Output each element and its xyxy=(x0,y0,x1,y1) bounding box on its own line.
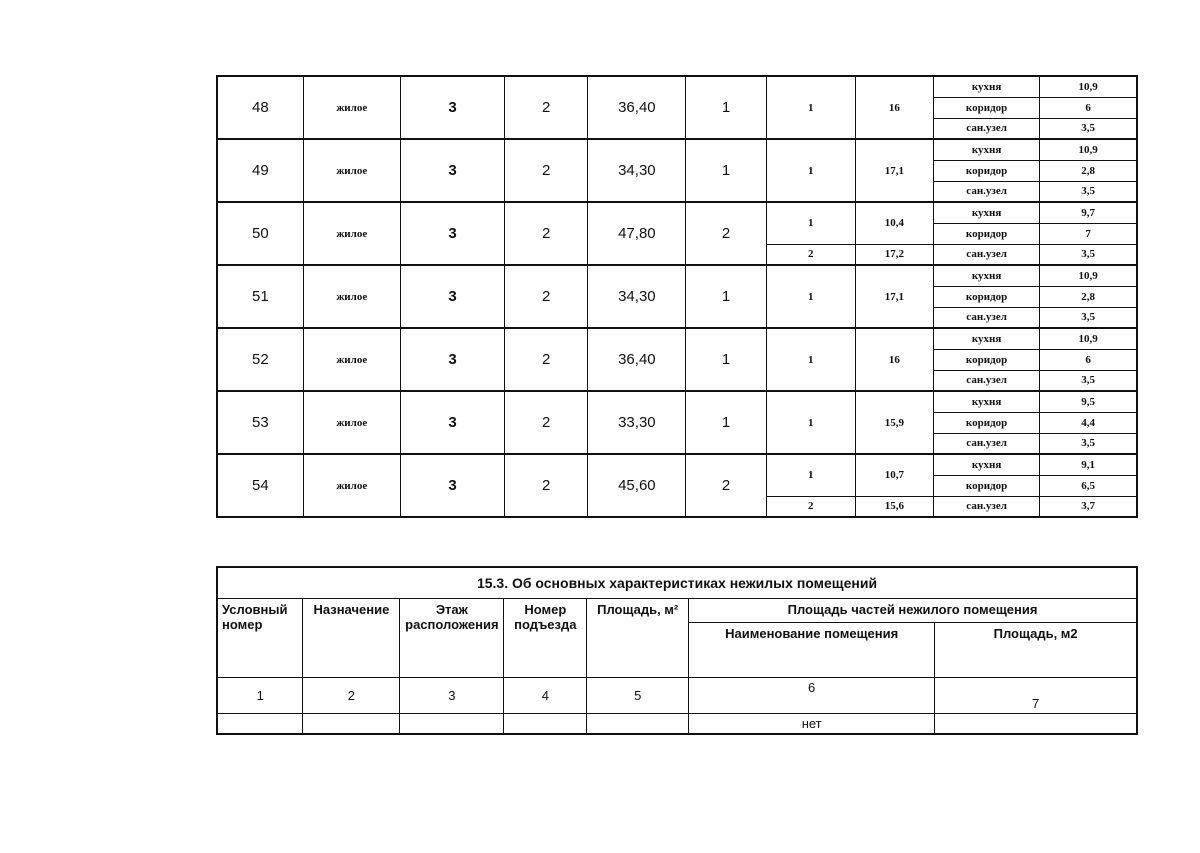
column-number: 5 xyxy=(587,678,689,714)
apartment-rooms: 1 xyxy=(686,391,766,454)
table-row xyxy=(217,139,1137,160)
aux-room-area: 3,5 xyxy=(1040,181,1137,202)
aux-room-area: 6 xyxy=(1040,97,1137,118)
empty-cell xyxy=(587,714,689,735)
aux-room-name: коридор xyxy=(933,223,1039,244)
living-room-area: 16 xyxy=(855,328,933,391)
apartment-area: 36,40 xyxy=(588,76,686,139)
aux-room-area: 3,5 xyxy=(1040,118,1137,139)
living-room-number: 1 xyxy=(766,202,855,244)
header-part-name: Наименование помещения xyxy=(689,623,935,678)
living-room-number: 1 xyxy=(766,76,855,139)
living-room-area: 10,4 xyxy=(855,202,933,244)
table-row xyxy=(217,391,1137,412)
aux-room-area: 2,8 xyxy=(1040,160,1137,181)
apartment-rooms: 1 xyxy=(686,265,766,328)
apartment-rooms: 1 xyxy=(686,139,766,202)
living-room-area: 17,1 xyxy=(855,265,933,328)
column-number: 7 xyxy=(935,678,1137,714)
living-room-area: 17,1 xyxy=(855,139,933,202)
aux-room-area: 3,5 xyxy=(1040,433,1137,454)
aux-room-name: коридор xyxy=(933,286,1039,307)
living-room-number: 1 xyxy=(766,391,855,454)
aux-room-name: кухня xyxy=(933,391,1039,412)
living-room-number: 2 xyxy=(766,496,855,517)
aux-room-area: 7 xyxy=(1040,223,1137,244)
aux-room-name: коридор xyxy=(933,97,1039,118)
apartment-number: 52 xyxy=(217,328,303,391)
aux-room-area: 3,7 xyxy=(1040,496,1137,517)
empty-cell xyxy=(400,714,504,735)
apartment-floor: 3 xyxy=(400,328,504,391)
apartment-number: 53 xyxy=(217,391,303,454)
apartment-area: 34,30 xyxy=(588,265,686,328)
table-row xyxy=(217,328,1137,349)
living-room-number: 1 xyxy=(766,454,855,496)
living-room-area: 10,7 xyxy=(855,454,933,496)
apartment-entrance: 2 xyxy=(505,454,588,517)
aux-room-name: кухня xyxy=(933,454,1039,475)
aux-room-area: 10,9 xyxy=(1040,328,1137,349)
aux-room-name: сан.узел xyxy=(933,433,1039,454)
apartment-number: 49 xyxy=(217,139,303,202)
apartment-area: 33,30 xyxy=(588,391,686,454)
apartment-floor: 3 xyxy=(400,139,504,202)
apartment-number: 50 xyxy=(217,202,303,265)
header-floor: Этаж расположения xyxy=(400,599,504,678)
nonresidential-title: 15.3. Об основных характеристиках нежилых помещений xyxy=(217,567,1137,599)
apartment-entrance: 2 xyxy=(505,139,588,202)
apartment-rooms: 1 xyxy=(686,76,766,139)
apartment-entrance: 2 xyxy=(505,328,588,391)
aux-room-area: 9,1 xyxy=(1040,454,1137,475)
apartment-purpose: жилое xyxy=(303,454,400,517)
header-area: Площадь, м² xyxy=(587,599,689,678)
aux-room-area: 6,5 xyxy=(1040,475,1137,496)
aux-room-name: кухня xyxy=(933,265,1039,286)
header-part-area: Площадь, м2 xyxy=(935,623,1137,678)
header-parts: Площадь частей нежилого помещения xyxy=(689,599,1137,623)
aux-room-name: коридор xyxy=(933,160,1039,181)
apartment-floor: 3 xyxy=(400,76,504,139)
aux-room-name: кухня xyxy=(933,328,1039,349)
apartments-table xyxy=(216,75,1138,518)
aux-room-area: 3,5 xyxy=(1040,307,1137,328)
apartment-entrance: 2 xyxy=(505,391,588,454)
apartment-rooms: 2 xyxy=(686,454,766,517)
apartment-rooms: 2 xyxy=(686,202,766,265)
empty-cell xyxy=(303,714,400,735)
living-room-number: 1 xyxy=(766,265,855,328)
table-row xyxy=(217,454,1137,475)
table-row xyxy=(217,76,1137,97)
column-number: 3 xyxy=(400,678,504,714)
table-row xyxy=(217,265,1137,286)
header-purpose: Назначение xyxy=(303,599,400,678)
aux-room-name: сан.узел xyxy=(933,181,1039,202)
apartment-area: 36,40 xyxy=(588,328,686,391)
aux-room-area: 10,9 xyxy=(1040,265,1137,286)
aux-room-area: 3,5 xyxy=(1040,244,1137,265)
apartment-purpose: жилое xyxy=(303,328,400,391)
apartment-floor: 3 xyxy=(400,202,504,265)
living-room-number: 1 xyxy=(766,139,855,202)
column-number: 4 xyxy=(504,678,587,714)
aux-room-name: коридор xyxy=(933,475,1039,496)
aux-room-name: сан.узел xyxy=(933,307,1039,328)
apartment-number: 51 xyxy=(217,265,303,328)
living-room-area: 16 xyxy=(855,76,933,139)
aux-room-area: 3,5 xyxy=(1040,370,1137,391)
apartment-floor: 3 xyxy=(400,454,504,517)
aux-room-name: сан.узел xyxy=(933,118,1039,139)
empty-cell xyxy=(217,714,303,735)
apartment-purpose: жилое xyxy=(303,265,400,328)
nonresidential-table xyxy=(216,566,1138,735)
aux-room-area: 2,8 xyxy=(1040,286,1137,307)
column-number: 2 xyxy=(303,678,400,714)
table-row xyxy=(217,202,1137,223)
header-conditional-no: Условный номер xyxy=(217,599,303,678)
apartment-entrance: 2 xyxy=(505,202,588,265)
empty-cell xyxy=(504,714,587,735)
header-entrance: Номер подъезда xyxy=(504,599,587,678)
aux-room-area: 6 xyxy=(1040,349,1137,370)
aux-room-name: сан.узел xyxy=(933,496,1039,517)
aux-room-area: 9,7 xyxy=(1040,202,1137,223)
apartment-area: 34,30 xyxy=(588,139,686,202)
aux-room-name: кухня xyxy=(933,202,1039,223)
apartment-rooms: 1 xyxy=(686,328,766,391)
apartment-area: 45,60 xyxy=(588,454,686,517)
aux-room-name: сан.узел xyxy=(933,370,1039,391)
apartment-entrance: 2 xyxy=(505,76,588,139)
aux-room-name: кухня xyxy=(933,139,1039,160)
living-room-number: 1 xyxy=(766,328,855,391)
apartment-number: 54 xyxy=(217,454,303,517)
empty-value: нет xyxy=(689,714,935,735)
living-room-number: 2 xyxy=(766,244,855,265)
apartment-floor: 3 xyxy=(400,265,504,328)
apartment-floor: 3 xyxy=(400,391,504,454)
living-room-area: 15,9 xyxy=(855,391,933,454)
apartment-number: 48 xyxy=(217,76,303,139)
aux-room-name: коридор xyxy=(933,412,1039,433)
aux-room-name: коридор xyxy=(933,349,1039,370)
living-room-area: 17,2 xyxy=(855,244,933,265)
empty-cell xyxy=(935,714,1137,735)
living-room-area: 15,6 xyxy=(855,496,933,517)
column-number: 6 xyxy=(689,678,935,714)
apartment-purpose: жилое xyxy=(303,139,400,202)
column-number: 1 xyxy=(217,678,303,714)
apartment-area: 47,80 xyxy=(588,202,686,265)
apartment-entrance: 2 xyxy=(505,265,588,328)
apartment-purpose: жилое xyxy=(303,202,400,265)
apartment-purpose: жилое xyxy=(303,391,400,454)
aux-room-area: 10,9 xyxy=(1040,139,1137,160)
apartment-purpose: жилое xyxy=(303,76,400,139)
aux-room-area: 4,4 xyxy=(1040,412,1137,433)
aux-room-name: кухня xyxy=(933,76,1039,97)
aux-room-name: сан.узел xyxy=(933,244,1039,265)
aux-room-area: 9,5 xyxy=(1040,391,1137,412)
aux-room-area: 10,9 xyxy=(1040,76,1137,97)
